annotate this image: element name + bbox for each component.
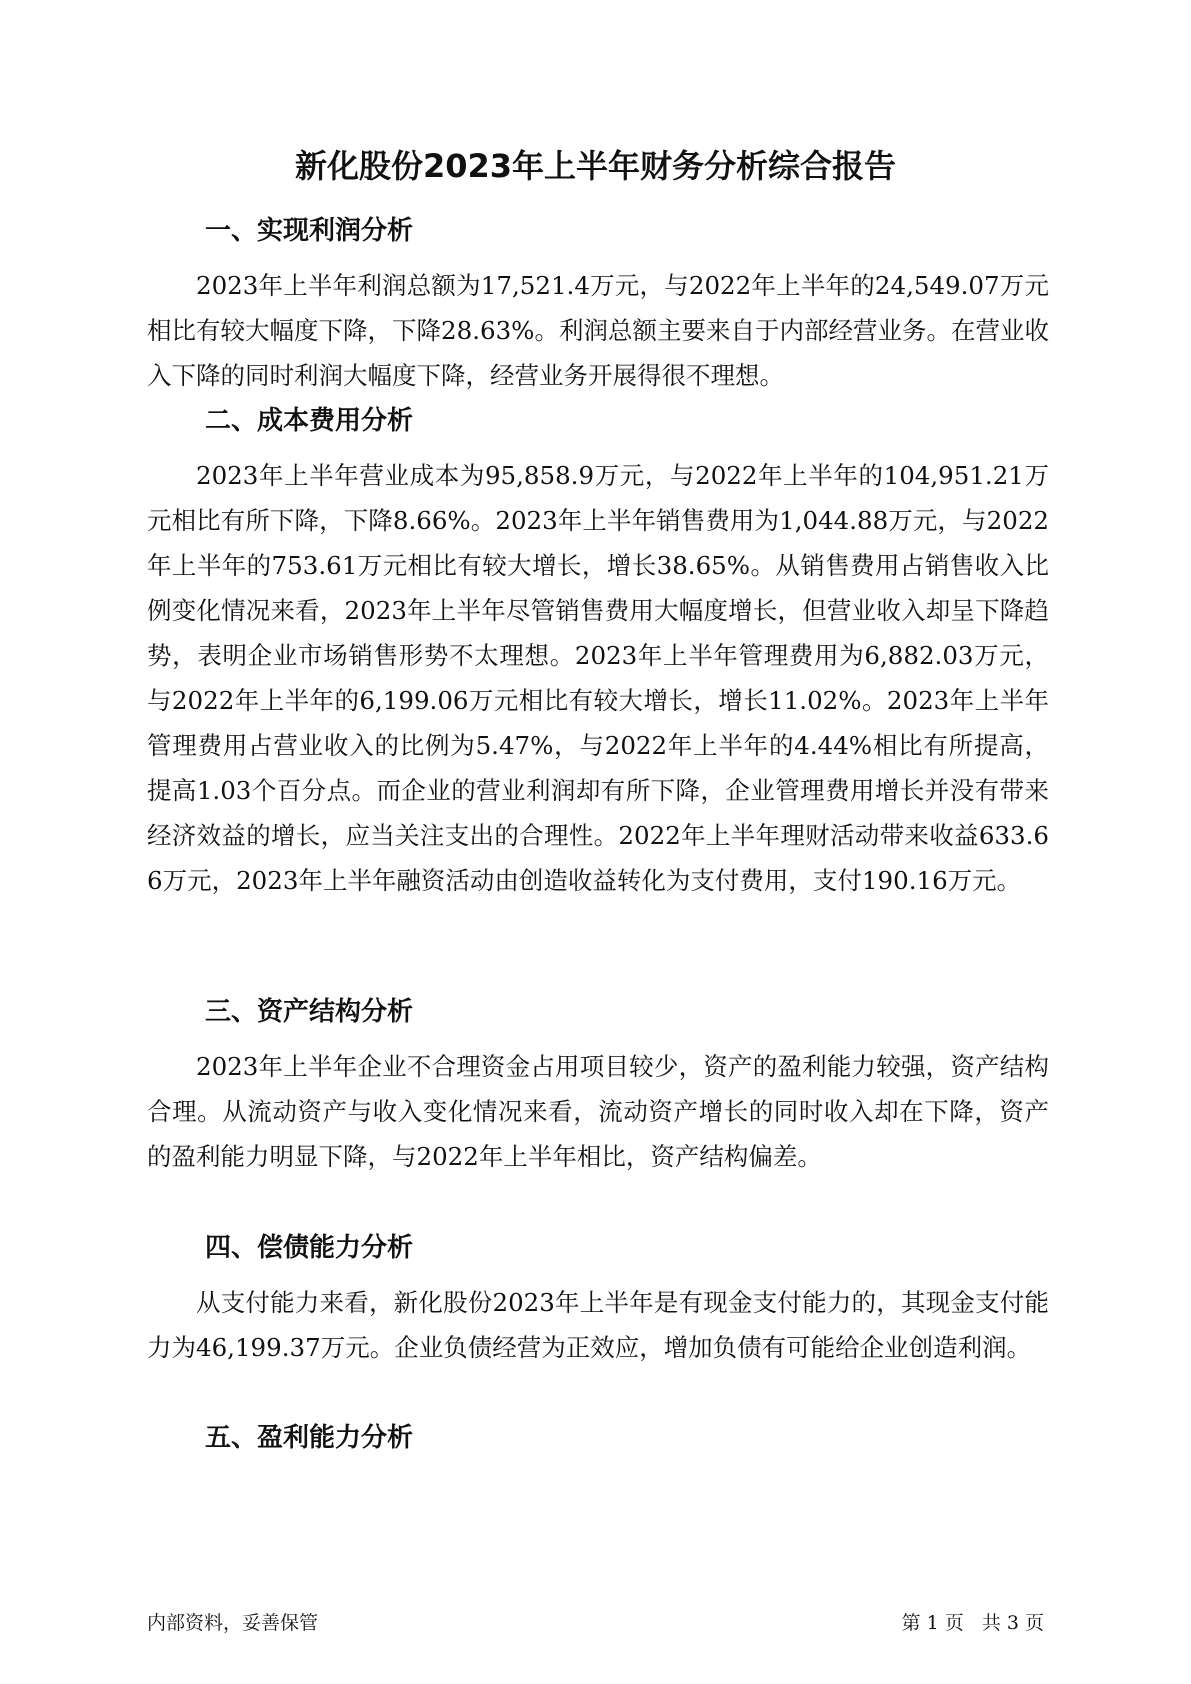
section-heading-assets: 三、资产结构分析	[205, 997, 414, 1027]
section-paragraph-assets: 2023年上半年企业不合理资金占用项目较少，资产的盈利能力较强，资产结构合理。从流动资产与收入变化情况来看，流动资产增长的同时收入却在下降，资产的盈利能力明显下降，与2022年上半年相比，资产结构偏差。	[147, 1052, 1049, 1171]
document-title: 新化股份2023年上半年财务分析综合报告	[294, 147, 897, 185]
footer-page-number: 第 1 页 共 3 页	[901, 1612, 1044, 1634]
section-heading-profitability: 五、盈利能力分析	[205, 1423, 414, 1453]
section-heading-solvency: 四、偿债能力分析	[205, 1233, 414, 1263]
section-heading-profit: 一、实现利润分析	[205, 216, 414, 246]
footer-confidential-note: 内部资料，妥善保管	[147, 1612, 319, 1634]
section-paragraph-cost: 2023年上半年营业成本为95,858.9万元，与2022年上半年的104,951.21万元相比有所下降，下降8.66%。2023年上半年销售费用为1,044.88万元，与2022年上半年的753.61万元相比有较大增长，增长38.65%。从销售费用占销售收入比例变化情况来看，2023年上半年尽管销售费用大幅度增长，但营业收入却呈下降趋势，表明企业市场销售形势不太理想。2023年上半年管理费用为6,882.03万元，与2022年上半年的6,199.06万元相比有较大增长，增长11.02%。2023年上半年管理费用占营业收入的比例为5.47%，与2022年上半年的4.44%相比有所提高，提高1.03个百分点。而企业的营业利润却有所下降，企业管理费用增长并没有带来经济效益的增长，应当关注支出的合理性。2022年上半年理财活动带来收益633.66万元，2023年上半年融资活动由创造收益转化为支付费用，支付190.16万元。	[147, 461, 1049, 895]
section-paragraph-solvency: 从支付能力来看，新化股份2023年上半年是有现金支付能力的，其现金支付能力为46,199.37万元。企业负债经营为正效应，增加负债有可能给企业创造利润。	[147, 1288, 1049, 1362]
section-heading-cost: 二、成本费用分析	[205, 406, 414, 436]
section-paragraph-profit: 2023年上半年利润总额为17,521.4万元，与2022年上半年的24,549.07万元相比有较大幅度下降，下降28.63%。利润总额主要来自于内部经营业务。在营业收入下降的同时利润大幅度下降，经营业务开展得很不理想。	[147, 271, 1049, 390]
